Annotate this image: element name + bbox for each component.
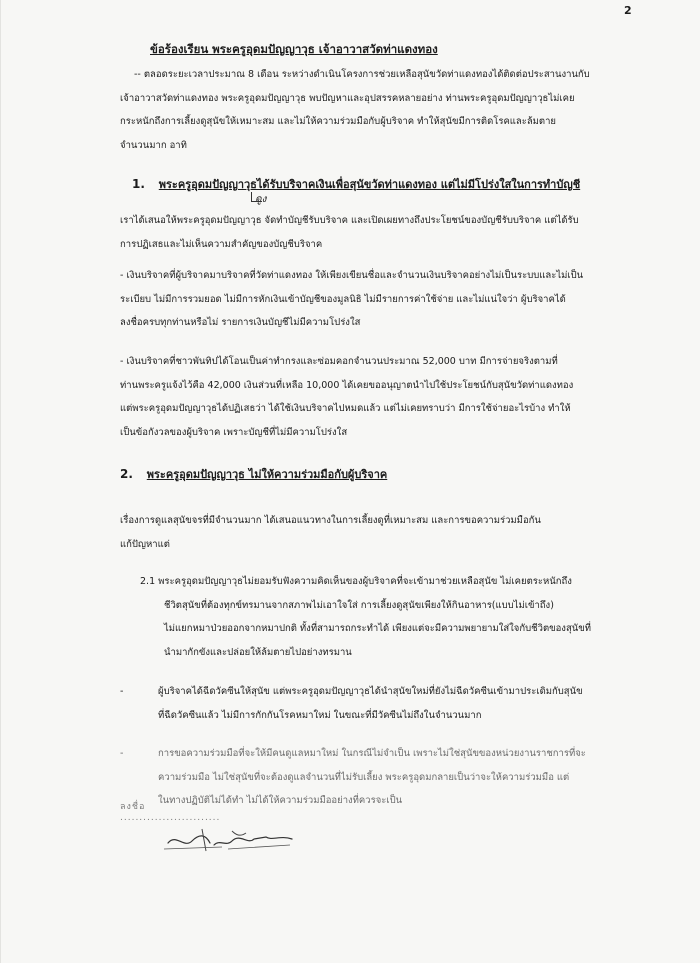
paragraph-line: ความร่วมมือ ไม่ใช่สุนัขที่จะต้องดูแลจำนวนที่ไม่รับเลี้ยง พระครูอุดมกลายเป็นว่าจะให้ความร่วมมือ แต่ (158, 771, 570, 783)
item-first-line (140, 570, 608, 594)
item-label: 2.1 (140, 576, 156, 587)
section-number: 2. (120, 467, 133, 481)
page-number: 2 (624, 4, 632, 17)
item-2-1 (140, 570, 608, 664)
section-1-paragraph-3 (120, 350, 600, 444)
section-title: พระครูอุดมปัญญาวุธ ไม่ให้ความร่วมมือกับผู้บริจาค (146, 468, 388, 481)
paragraph-line: การขอความร่วมมือที่จะให้มีคนดูแลหมาใหม่ ในกรณีไม่จำเป็น เพราะไม่ใช่สุนัขของหน่วยงานราชการที่จะ (158, 748, 586, 759)
intro-line: เจ้าอาวาสวัดท่าแดงทอง พระครูอุดมปัญญาวุธ พบปัญหาและอุปสรรคหลายอย่าง ท่านพระครูอุดมปัญญาวุธไม่เคย (120, 92, 575, 104)
intro-line: กระหนักถึงการเลี้ยงดูสุนัขให้เหมาะสม และไม่ให้ความร่วมมือกับผู้บริจาค ทำให้สุนัขมีการติดโรคและล้มตาย (120, 116, 556, 127)
paragraph-line: ในทางปฏิบัติไม่ได้ทำ ไม่ได้ให้ความร่วมมืออย่างที่ควรจะเป็น (158, 795, 403, 806)
scan-margin-shadow (0, 0, 1, 963)
handwritten-note: ดูง (255, 194, 267, 205)
bullet-marker: - (120, 686, 124, 697)
bullet-item-vaccine (120, 680, 608, 727)
paragraph-line: ระเบียบ ไม่มีการรวมยอด ไม่มีการหักเงินเข้าบัญชีของมูลนิธิ ไม่มีรายการค่าใช้จ่าย และไม่แน่ใจว่า ผู้บริจาคได้ (120, 293, 566, 305)
paragraph-line: ไม่แยกหมาป่วยออกจากหมาปกติ ทั้งที่สามารถกระทำได้ เพียงแต่จะมีความพยายามใส่ใจกับชีวิตของสุนัขที่ (164, 623, 591, 634)
paragraph-line: เป็นข้อกังวลของผู้บริจาค เพราะบัญชีที่ไม่มีความโปร่งใส (120, 426, 348, 438)
section-2-heading (120, 465, 387, 483)
paragraph-line: ผู้บริจาคได้ฉีดวัคซีนให้สุนัข แต่พระครูอุดมปัญญาวุธได้นำสุนัขใหม่ที่ยังไม่ฉีดวัคซีนเข้ามาประเดิมกับสุนัข (158, 686, 583, 697)
section-1-paragraph-2 (120, 264, 600, 335)
section-2-paragraph (120, 509, 594, 556)
paragraph-line: - เงินบริจาคที่ชาวพันทิปได้โอนเป็นค่าทำกรงและซ่อมคอกจำนวนประมาณ 52,000 บาท มีการจ่ายจริงตามที่ (120, 356, 558, 367)
intro-line: -- ตลอดระยะเวลาประมาณ 8 เดือน ระหว่างดำเนินโครงการช่วยเหลือสุนัขวัดท่าแดงทองได้ติดต่อประสานงานกับ (134, 69, 590, 80)
paragraph-line: - เงินบริจาคที่ผู้บริจาคมาบริจาคที่วัดท่าแดงทอง ให้เพียงเขียนชื่อและจำนวนเงินบริจาคอย่างไม่เป็นระบบและไม่เป็น (120, 270, 584, 281)
document-title: ข้อร้องเรียน พระครูอุดมปัญญาวุธ เจ้าอาวาสวัดท่าแดงทอง (150, 42, 438, 56)
paragraph-line: ท่านพระครูแจ้งไว้คือ 42,000 เงินส่วนที่เหลือ 10,000 ได้เคยขออนุญาตนำไปใช้ประโยชน์กับสุนัขวัดท่าแดงทอง (120, 379, 574, 391)
paragraph-line: ที่ฉีดวัคซีนแล้ว ไม่มีการกักกันโรคหมาใหม่ ในขณะที่มีวัคซีนไม่ถึงในจำนวนมาก (158, 709, 482, 721)
bullet-marker: - (120, 748, 124, 759)
paragraph-line: ลงชื่อครบทุกท่านหรือไม่ รายการเงินบัญชีไม่มีความโปร่งใส (120, 317, 361, 328)
paragraph-line: ชีวิตสุนัขที่ต้องทุกข์ทรมานจากสภาพไม่เอาใจใส่ การเลี้ยงดูสุนัขเพียงให้กินอาหาร(แบบไม่เข้าถึง) (164, 599, 554, 611)
section-title: พระครูอุดมปัญญาวุธได้รับบริจาคเงินเพื่อสุนัขวัดท่าแดงทอง แต่ไม่มีโปร่งใสในการทำบัญชี (158, 178, 581, 191)
intro-paragraph (120, 63, 594, 157)
section-number: 1. (132, 177, 145, 191)
paragraph-line: แต่พระครูอุดมปัญญาวุธได้ปฏิเสธว่า ได้ใช้เงินบริจาคไปหมดแล้ว แต่ไม่เคยทราบว่า มีการใช้จ่ายอะไรบ้าง ทำให้ (120, 403, 571, 414)
paragraph-line: เราได้เสนอให้พระครูอุดมปัญญาวุธ จัดทำบัญชีรับบริจาค และเปิดเผยทางถึงประโยชน์ของบัญชีรับบริจาค แต่ได้รับ (120, 215, 579, 226)
paragraph-line: นำมากักขังและปล่อยให้ล้มตายไปอย่างทรมาน (164, 646, 352, 658)
paragraph-line: แก้ปัญหาแต่ (120, 538, 170, 550)
intro-line: จำนวนมาก อาทิ (120, 139, 187, 151)
paragraph-line: การปฏิเสธและไม่เห็นความสำคัญของบัญชีบริจาค (120, 238, 323, 250)
section-1-paragraph-1 (120, 209, 600, 256)
signature-line: ลงชื่อ .......................... (120, 802, 221, 823)
section-1-heading (132, 175, 580, 193)
handwritten-signature (162, 823, 302, 857)
paragraph-line: เรื่องการดูแลสุนัขจรที่มีจำนวนมาก ได้เสนอแนวทางในการเลี้ยงดูที่เหมาะสม และการขอความร่วมมือกัน (120, 515, 541, 526)
paragraph-line: พระครูอุดมปัญญาวุธไม่ยอมรับฟังความคิดเห็นของผู้บริจาคที่จะเข้ามาช่วยเหลือสุนัข ไม่เคยตระหนักถึง (158, 576, 572, 587)
